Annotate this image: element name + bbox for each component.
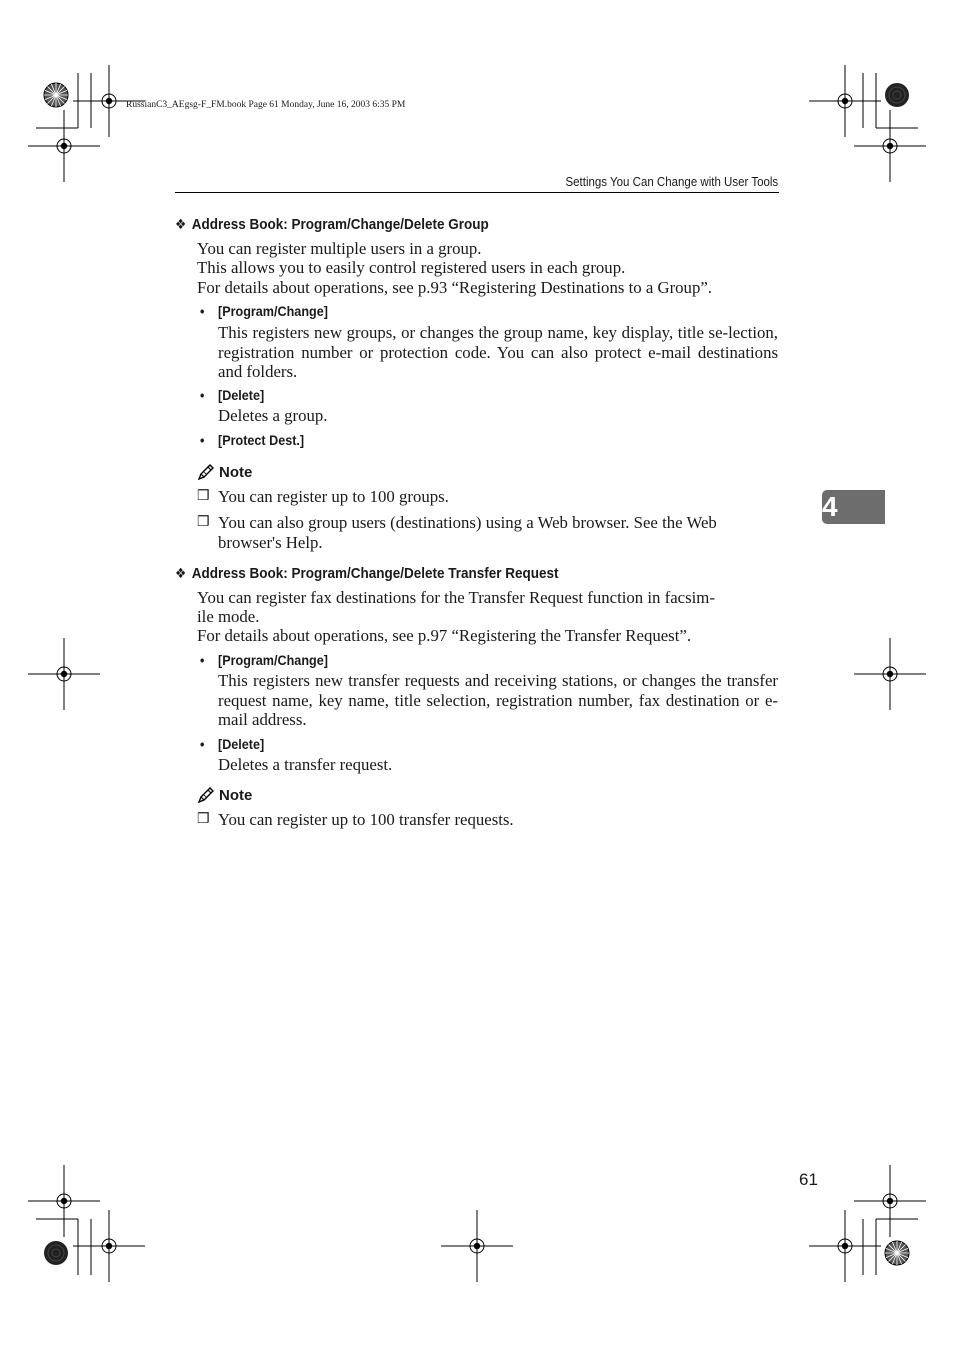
- note-item: You can register up to 100 transfer requests.: [218, 810, 514, 829]
- chapter-number: 4: [822, 491, 838, 522]
- bullet-icon: •: [200, 387, 205, 403]
- paragraph: For details about operations, see p.97 “Registering the Transfer Request”.: [197, 626, 692, 645]
- note-title: [197, 463, 252, 481]
- diamond-icon: ❖: [175, 216, 187, 232]
- bullet-label-program-change: [200, 303, 328, 319]
- section-heading-text: Address Book: Program/Change/Delete Group: [191, 216, 489, 233]
- bullet-label-text: [Delete]: [218, 387, 265, 403]
- checkbox-icon: ❒: [197, 489, 210, 504]
- bullet-icon: •: [200, 432, 205, 448]
- note-item: You can also group users (destinations) using a Web browser. See the Web browser's Help.: [218, 513, 717, 552]
- paragraph: For details about operations, see p.93 “Registering Destinations to a Group”.: [197, 278, 712, 297]
- bullet-icon: •: [200, 303, 205, 319]
- bullet-label-text: [Program/Change]: [218, 303, 328, 319]
- paragraph: This allows you to easily control registered users in each group.: [197, 258, 626, 277]
- header-rule: [175, 192, 779, 193]
- paragraph: ile mode.: [197, 607, 260, 626]
- bullet-label-text: [Delete]: [218, 736, 265, 752]
- checkbox-icon: ❒: [197, 812, 210, 827]
- running-header: Settings You Can Change with User Tools: [565, 175, 778, 189]
- print-file-info: RussianC3_AEgsg-F_FM.book Page 61 Monday, June 16, 2003 6:35 PM: [126, 100, 406, 110]
- bullet-description: This registers new transfer requests and receiving stations, or changes the transfer request name, key name, title selection, registration number, fax destination or e-mail address.: [218, 671, 778, 729]
- bullet-icon: •: [200, 652, 205, 668]
- bullet-description: Deletes a transfer request.: [218, 755, 393, 774]
- bullet-description: This registers new groups, or changes the group name, key display, title se-lection, registration number or protection code. You can also protect e-mail destinations and folders.: [218, 323, 778, 381]
- checkbox-icon: ❒: [197, 515, 210, 530]
- section-heading-text: Address Book: Program/Change/Delete Transfer Request: [191, 565, 559, 582]
- chapter-tab: [822, 490, 885, 524]
- diamond-icon: ❖: [175, 565, 187, 581]
- bullet-description: Deletes a group.: [218, 406, 328, 425]
- bullet-label-program-change: [200, 652, 328, 668]
- note-title-text: Note: [219, 463, 253, 481]
- section-heading-group: [175, 216, 489, 233]
- note-title-text: Note: [219, 786, 253, 804]
- note-title: [197, 786, 252, 804]
- section-heading-transfer: [175, 565, 559, 582]
- bullet-label-delete: [200, 387, 264, 403]
- bullet-label-delete: [200, 736, 264, 752]
- bullet-label-protect-dest: [200, 432, 304, 448]
- page-number: 61: [799, 1170, 818, 1189]
- bullet-icon: •: [200, 736, 205, 752]
- paragraph: You can register multiple users in a group.: [197, 239, 482, 258]
- bullet-label-text: [Program/Change]: [218, 652, 328, 668]
- paragraph: You can register fax destinations for the Transfer Request function in facsim-: [197, 588, 715, 607]
- bullet-label-text: [Protect Dest.]: [218, 432, 305, 448]
- note-item: You can register up to 100 groups.: [218, 487, 449, 506]
- pencil-icon: [197, 463, 215, 481]
- pencil-icon: [197, 786, 215, 804]
